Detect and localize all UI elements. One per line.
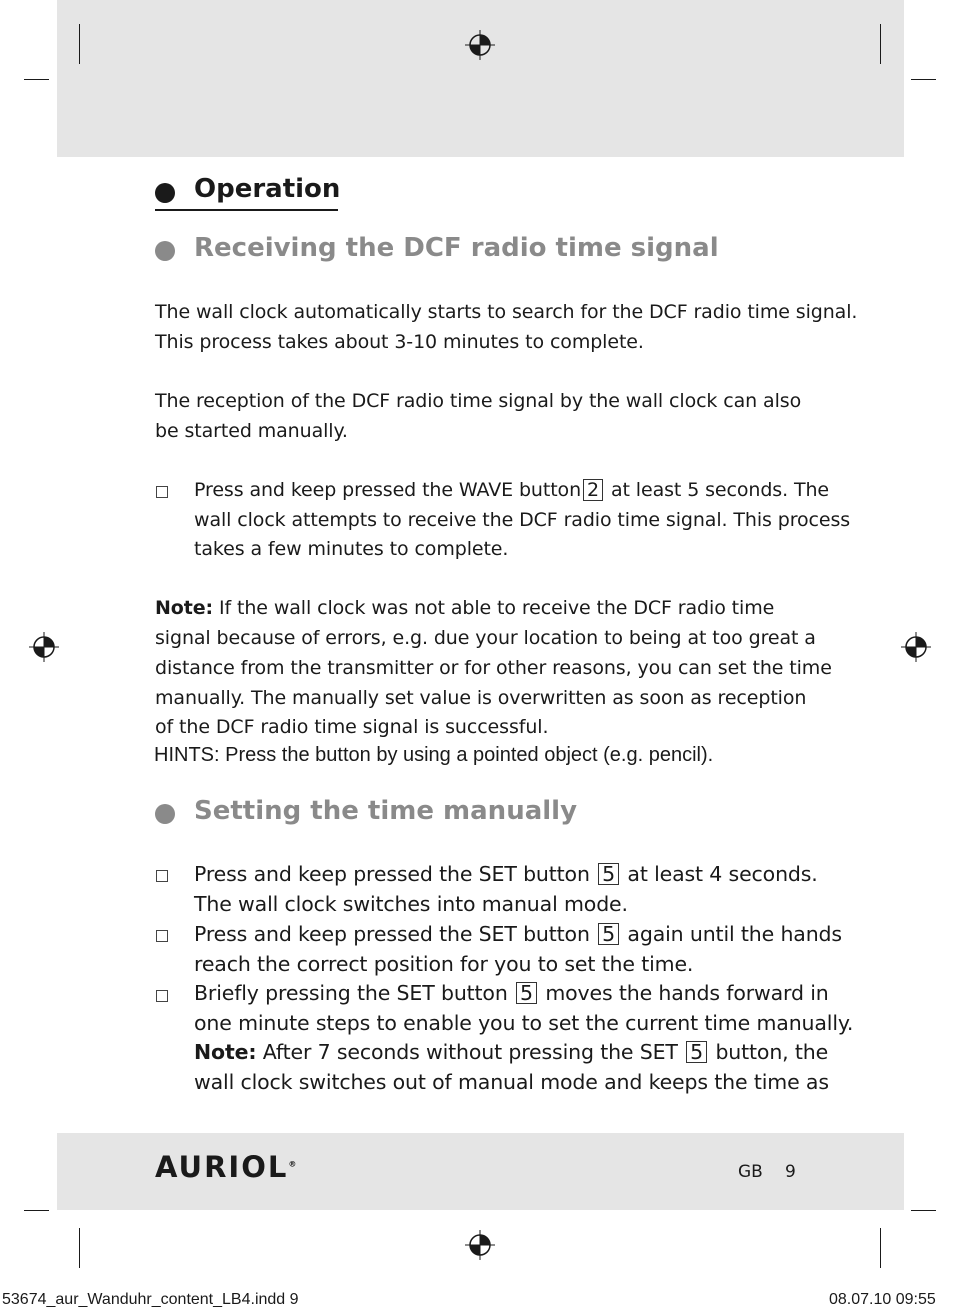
- list-item-text: moves the hands forward in: [538, 981, 829, 1005]
- reference-number: 5: [516, 982, 537, 1004]
- paragraph-line: be started manually.: [155, 420, 348, 442]
- checkbox-bullet-icon: [156, 990, 168, 1002]
- list-item-text: Briefly pressing the SET button: [194, 981, 515, 1005]
- reference-number: 5: [686, 1041, 707, 1063]
- note-label: Note:: [155, 597, 214, 619]
- header-band: [57, 0, 904, 157]
- note-line: [155, 594, 774, 624]
- note-label: Note:: [194, 1040, 257, 1064]
- checkbox-bullet-icon: [156, 930, 168, 942]
- registered-mark: ®: [288, 1159, 299, 1169]
- bullet-dot-icon: [155, 804, 175, 824]
- section-underline: [155, 209, 338, 211]
- section-title-operation: Operation: [194, 174, 341, 204]
- hints-text: HINTS: Press the button by using a pointed object (e.g. pencil).: [154, 744, 714, 766]
- note-text: If the wall clock was not able to receive the DCF radio time: [213, 597, 775, 619]
- slug-date: 08.07.10 09:55: [829, 1291, 936, 1308]
- registration-mark-icon: [901, 632, 931, 662]
- note-line: [194, 1038, 828, 1068]
- note-line: signal because of errors, e.g. due your location to being at too great a: [155, 627, 816, 649]
- brand-logo-text: AURIOL: [155, 1150, 289, 1184]
- reference-number: 5: [598, 923, 619, 945]
- list-item-text: Press and keep pressed the WAVE button: [194, 479, 582, 501]
- list-item-line: reach the correct position for you to set the time.: [194, 952, 694, 976]
- paragraph-line: This process takes about 3-10 minutes to complete.: [155, 331, 644, 353]
- section-title-manual: Setting the time manually: [194, 796, 578, 826]
- list-item: [194, 860, 818, 890]
- reference-number: 5: [598, 863, 619, 885]
- brand-logo: [155, 1150, 298, 1184]
- list-item: [194, 920, 842, 950]
- checkbox-bullet-icon: [156, 486, 168, 498]
- bullet-dot-icon: [155, 241, 175, 261]
- registration-mark-icon: [465, 30, 495, 60]
- reference-number: 2: [583, 479, 603, 501]
- paragraph-line: The wall clock automatically starts to search for the DCF radio time signal.: [155, 301, 858, 323]
- checkbox-bullet-icon: [156, 870, 168, 882]
- list-item: [194, 979, 829, 1009]
- section-title-receiving: Receiving the DCF radio time signal: [194, 233, 719, 263]
- language-code: GB: [738, 1162, 763, 1182]
- list-item-text: at least 5 seconds. The: [605, 479, 830, 501]
- list-item-text: Press and keep pressed the SET button: [194, 922, 597, 946]
- note-line: distance from the transmitter or for other reasons, you can set the time: [155, 657, 832, 679]
- paragraph-line: The reception of the DCF radio time signal by the wall clock can also: [155, 390, 802, 412]
- list-item-line: takes a few minutes to complete.: [194, 538, 509, 560]
- list-item-text: again until the hands: [621, 922, 842, 946]
- list-item-text: Press and keep pressed the SET button: [194, 862, 597, 886]
- list-item-line: wall clock attempts to receive the DCF radio time signal. This process: [194, 509, 851, 531]
- slug-filename: 53674_aur_Wanduhr_content_LB4.indd 9: [2, 1291, 299, 1308]
- list-item-line: one minute steps to enable you to set the current time manually.: [194, 1011, 854, 1035]
- note-line: manually. The manually set value is overwritten as soon as reception: [155, 687, 807, 709]
- registration-mark-icon: [29, 632, 59, 662]
- bullet-dot-icon: [155, 183, 175, 203]
- list-item-text: at least 4 seconds.: [621, 862, 818, 886]
- registration-mark-icon: [465, 1230, 495, 1260]
- list-item: [194, 476, 829, 506]
- note-text: button, the: [709, 1040, 829, 1064]
- list-item-line: The wall clock switches into manual mode.: [194, 892, 628, 916]
- page-number: 9: [785, 1162, 796, 1182]
- note-text: After 7 seconds without pressing the SET: [256, 1040, 685, 1064]
- list-item-line: wall clock switches out of manual mode and keeps the time as: [194, 1070, 829, 1094]
- note-line: of the DCF radio time signal is successful.: [155, 716, 549, 738]
